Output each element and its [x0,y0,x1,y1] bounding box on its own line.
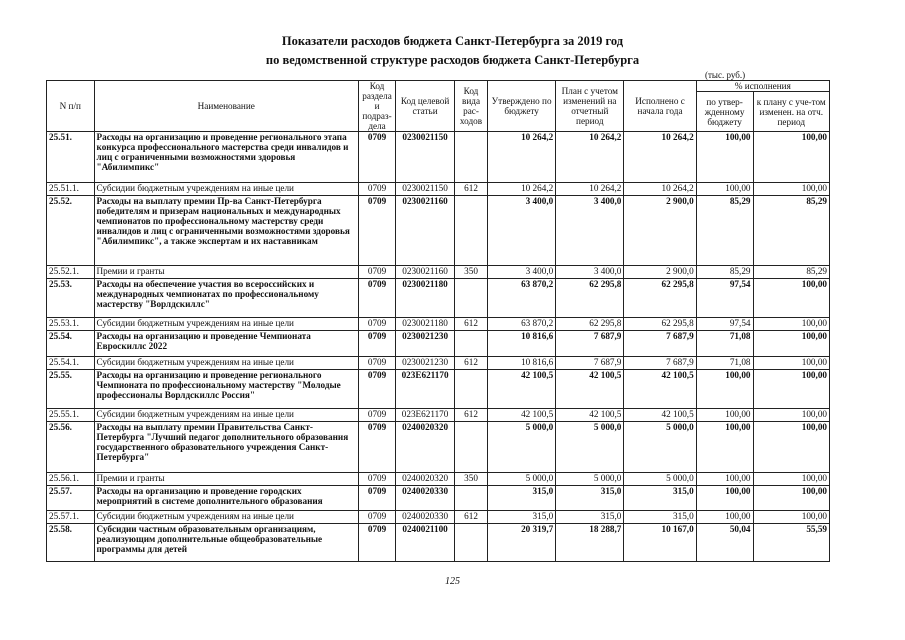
row-pct-utv: 71,08 [696,331,753,357]
row-name: Премии и гранты [94,473,358,486]
row-pct-plan: 100,00 [753,183,830,196]
row-plan: 42 100,5 [556,409,624,422]
row-ispolneno: 7 687,9 [624,331,696,357]
row-plan: 5 000,0 [556,473,624,486]
row-pct-plan: 100,00 [753,279,830,318]
row-kod-razdela: 0709 [358,318,395,331]
row-kod-vida: 612 [455,357,488,370]
row-ispolneno: 5 000,0 [624,422,696,473]
table-row [47,524,830,562]
row-utverzhdeno: 20 319,7 [488,524,556,562]
row-kod-razdela: 0709 [358,279,395,318]
row-pct-utv: 85,29 [696,196,753,266]
row-kod-razdela: 0709 [358,473,395,486]
row-plan: 10 264,2 [556,132,624,183]
row-kod-razdela: 0709 [358,331,395,357]
row-name: Расходы на организацию и проведение городских мероприятий в системе дополнительного образования [94,486,358,511]
row-ispolneno: 10 264,2 [624,183,696,196]
row-plan: 315,0 [556,486,624,511]
row-ispolneno: 2 900,0 [624,266,696,279]
row-pct-plan: 100,00 [753,473,830,486]
row-number: 25.52.1. [47,266,95,279]
row-number: 25.53. [47,279,95,318]
row-kod-razdela: 0709 [358,422,395,473]
header-n: N п/п [47,81,95,132]
row-kod-razdela: 0709 [358,132,395,183]
row-number: 25.55. [47,370,95,409]
row-utverzhdeno: 315,0 [488,511,556,524]
row-name: Субсидии бюджетным учреждениям на иные цели [94,357,358,370]
header-pct-plan: к плану с уче-том изменен. на отч. период [753,92,830,132]
row-plan: 3 400,0 [556,196,624,266]
page-subtitle: по ведомственной структуре расходов бюджета Санкт-Петербурга [265,53,640,67]
table-row [47,370,830,409]
table-row [47,331,830,357]
row-plan: 62 295,8 [556,279,624,318]
row-utverzhdeno: 3 400,0 [488,266,556,279]
row-kod-razdela: 0709 [358,370,395,409]
row-pct-utv: 100,00 [696,511,753,524]
row-utverzhdeno: 10 264,2 [488,132,556,183]
row-pct-utv: 97,54 [696,279,753,318]
row-plan: 42 100,5 [556,370,624,409]
row-ispolneno: 5 000,0 [624,473,696,486]
row-pct-plan: 100,00 [753,486,830,511]
budget-table [46,80,830,562]
header-kod-stati: Код целевой статьи [396,81,455,132]
row-kod-razdela: 0709 [358,266,395,279]
row-pct-plan: 85,29 [753,266,830,279]
row-name: Расходы на выплату премии Пр-ва Санкт-Петербурга победителям и призерам национальных и международных чемпионатов по профессиональному мастерству среди инвалидов и лиц с ограниченными возможностями здоровья "Абилимпикс", а также экспертам и их наставникам [94,196,358,266]
row-kod-vida: 612 [455,409,488,422]
row-utverzhdeno: 63 870,2 [488,279,556,318]
row-kod-stati: 0230021160 [396,266,455,279]
row-pct-plan: 100,00 [753,409,830,422]
row-name: Расходы на организацию и проведение Чемпионата Евроскиллс 2022 [94,331,358,357]
units-label: (тыс. руб.) [705,70,746,80]
header-ispolneno: Исполнено с начала года [624,81,696,132]
row-pct-utv: 97,54 [696,318,753,331]
row-kod-razdela: 0709 [358,196,395,266]
row-pct-utv: 100,00 [696,486,753,511]
row-name: Расходы на обеспечение участия во всероссийских и международных чемпионатах по профессиональному мастерству "Ворлдскиллс" [94,279,358,318]
row-kod-stati: 0230021160 [396,196,455,266]
row-kod-razdela: 0709 [358,183,395,196]
row-name: Расходы на организацию и проведение регионального этапа конкурса профессионального мастерства среди инвалидов и лиц с ограниченными возможностями здоровья "Абилимпикс" [94,132,358,183]
page-number: 125 [445,576,460,587]
row-ispolneno: 7 687,9 [624,357,696,370]
row-pct-plan: 55,59 [753,524,830,562]
row-ispolneno: 42 100,5 [624,409,696,422]
table-row [47,183,830,196]
row-kod-razdela: 0709 [358,409,395,422]
row-kod-stati: 0230021230 [396,357,455,370]
row-ispolneno: 62 295,8 [624,279,696,318]
row-kod-vida: 350 [455,473,488,486]
row-name: Субсидии бюджетным учреждениям на иные цели [94,318,358,331]
row-pct-plan: 100,00 [753,132,830,183]
row-kod-razdela: 0709 [358,511,395,524]
row-kod-stati: 0230021230 [396,331,455,357]
row-pct-plan: 85,29 [753,196,830,266]
row-kod-stati: 0230021180 [396,279,455,318]
table-row [47,266,830,279]
row-pct-utv: 100,00 [696,132,753,183]
row-number: 25.54.1. [47,357,95,370]
row-kod-vida [455,524,488,562]
row-kod-vida [455,370,488,409]
table-row [47,318,830,331]
row-name: Субсидии бюджетным учреждениям на иные цели [94,409,358,422]
row-kod-vida: 350 [455,266,488,279]
row-pct-plan: 100,00 [753,357,830,370]
row-kod-stati: 023E621170 [396,409,455,422]
row-utverzhdeno: 5 000,0 [488,473,556,486]
row-kod-vida [455,331,488,357]
row-pct-utv: 100,00 [696,422,753,473]
row-utverzhdeno: 5 000,0 [488,422,556,473]
row-number: 25.51. [47,132,95,183]
row-ispolneno: 10 167,0 [624,524,696,562]
table-row [47,511,830,524]
header-kod-vida: Код вида рас-ходов [455,81,488,132]
table-row [47,279,830,318]
row-kod-razdela: 0709 [358,357,395,370]
row-kod-stati: 0240020320 [396,422,455,473]
row-utverzhdeno: 63 870,2 [488,318,556,331]
row-kod-vida: 612 [455,183,488,196]
row-utverzhdeno: 3 400,0 [488,196,556,266]
row-pct-plan: 100,00 [753,331,830,357]
header-pct-utv: по утвер-жденному бюджету [696,92,753,132]
row-kod-vida [455,422,488,473]
header-kod-razdela: Код раздела и подраз-дела [358,81,395,132]
row-ispolneno: 315,0 [624,511,696,524]
header-pct-group: % исполнения [696,81,829,92]
row-plan: 7 687,9 [556,331,624,357]
header-utverzhdeno: Утверждено по бюджету [488,81,556,132]
row-number: 25.54. [47,331,95,357]
header-name: Наименование [94,81,358,132]
table-row [47,422,830,473]
row-pct-utv: 100,00 [696,183,753,196]
row-ispolneno: 10 264,2 [624,132,696,183]
row-utverzhdeno: 42 100,5 [488,409,556,422]
row-plan: 62 295,8 [556,318,624,331]
row-number: 25.53.1. [47,318,95,331]
row-kod-vida: 612 [455,511,488,524]
row-utverzhdeno: 10 816,6 [488,331,556,357]
row-name: Субсидии частным образовательным организациям, реализующим дополнительные общеобразовательные программы для детей [94,524,358,562]
row-kod-vida [455,196,488,266]
row-plan: 315,0 [556,511,624,524]
row-kod-vida: 612 [455,318,488,331]
row-kod-stati: 0240021100 [396,524,455,562]
row-number: 25.51.1. [47,183,95,196]
row-pct-utv: 100,00 [696,409,753,422]
row-pct-utv: 85,29 [696,266,753,279]
row-plan: 10 264,2 [556,183,624,196]
row-number: 25.56.1. [47,473,95,486]
row-pct-utv: 100,00 [696,370,753,409]
row-kod-stati: 0240020330 [396,486,455,511]
row-pct-plan: 100,00 [753,370,830,409]
row-name: Субсидии бюджетным учреждениям на иные цели [94,511,358,524]
row-kod-stati: 0240020320 [396,473,455,486]
table-row [47,196,830,266]
row-plan: 5 000,0 [556,422,624,473]
row-number: 25.55.1. [47,409,95,422]
row-plan: 3 400,0 [556,266,624,279]
row-utverzhdeno: 10 816,6 [488,357,556,370]
row-pct-utv: 71,08 [696,357,753,370]
row-name: Расходы на выплату премии Правительства Санкт-Петербурга "Лучший педагог дополнительного образования государственного образовательного учреждения Санкт-Петербурга" [94,422,358,473]
row-ispolneno: 62 295,8 [624,318,696,331]
row-pct-plan: 100,00 [753,318,830,331]
table-row [47,357,830,370]
row-kod-stati: 0230021180 [396,318,455,331]
row-kod-razdela: 0709 [358,486,395,511]
row-kod-stati: 0230021150 [396,132,455,183]
row-number: 25.57. [47,486,95,511]
row-plan: 18 288,7 [556,524,624,562]
row-number: 25.52. [47,196,95,266]
row-ispolneno: 42 100,5 [624,370,696,409]
row-ispolneno: 2 900,0 [624,196,696,266]
row-utverzhdeno: 42 100,5 [488,370,556,409]
table-row [47,409,830,422]
row-number: 25.58. [47,524,95,562]
row-kod-stati: 023E621170 [396,370,455,409]
row-pct-utv: 100,00 [696,473,753,486]
row-kod-stati: 0240020330 [396,511,455,524]
row-kod-vida [455,486,488,511]
table-row [47,473,830,486]
row-name: Субсидии бюджетным учреждениям на иные цели [94,183,358,196]
row-number: 25.56. [47,422,95,473]
row-number: 25.57.1. [47,511,95,524]
row-kod-vida [455,132,488,183]
row-name: Премии и гранты [94,266,358,279]
row-pct-plan: 100,00 [753,422,830,473]
row-kod-stati: 0230021150 [396,183,455,196]
table-row [47,132,830,183]
header-plan: План с учетом изменений на отчетный период [556,81,624,132]
page-title: Показатели расходов бюджета Санкт-Петербурга за 2019 год [281,34,624,48]
row-utverzhdeno: 315,0 [488,486,556,511]
row-plan: 7 687,9 [556,357,624,370]
row-pct-utv: 50,04 [696,524,753,562]
row-ispolneno: 315,0 [624,486,696,511]
row-kod-razdela: 0709 [358,524,395,562]
row-utverzhdeno: 10 264,2 [488,183,556,196]
row-kod-vida [455,279,488,318]
row-pct-plan: 100,00 [753,511,830,524]
table-row [47,486,830,511]
row-name: Расходы на организацию и проведение регионального Чемпионата по профессиональному мастерству "Молодые профессионалы Ворлдскиллс Россия" [94,370,358,409]
